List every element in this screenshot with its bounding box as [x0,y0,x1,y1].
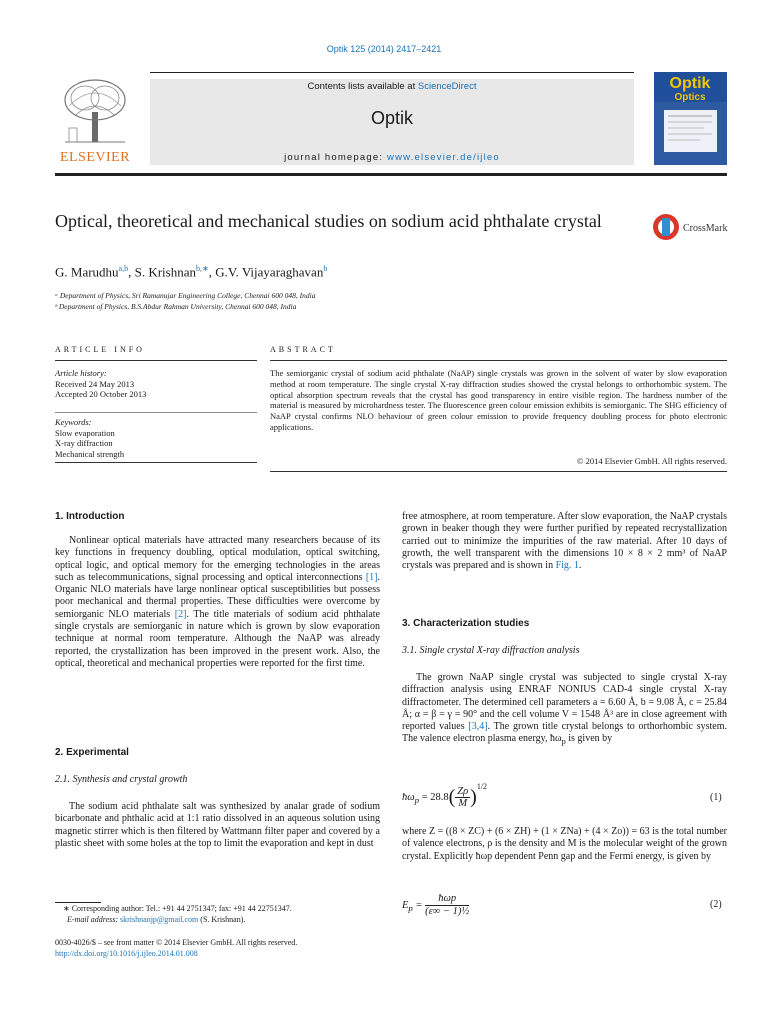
subsection-heading-synthesis: 2.1. Synthesis and crystal growth [55,774,188,785]
section-heading-introduction: 1. Introduction [55,511,125,522]
xrd-text: . The grown title crystal belongs to orthorhombic system. The valence electron plasma energy, ħω [402,721,727,745]
abstract-text: The semiorganic crystal of sodium acid phthalate (NaAP) single crystals was grown in the solvent of water by slow evaporation method at room temperature. The single crystal X-ray diffraction studies showed the crystal belongs to orthorhombic system. The optical absorption spectrum reveals that the crystal has good transparency in entire visible region. The hardness number of the material is measured by microhardness tester. The fluorescence green colour emission exhibits is semiorganic. The SHG efficiency of NaAP crystal confirms NLO behaviour of green colour emission to provide frequency doubling process for photo electronic applications. [270,368,727,432]
xrd-subscript: p [561,737,566,747]
footnote-rule [55,902,101,903]
section-heading-characterization: 3. Characterization studies [402,618,530,629]
keyword: Slow evaporation [55,427,115,438]
article-info-bottom-rule [55,462,257,463]
xrd-text: is given by [565,733,613,745]
eq1-numerator: Zρ [457,786,469,797]
reference-link[interactable]: [2] [174,608,187,620]
author-affiliation-marker[interactable]: b,∗ [196,264,209,273]
eq1-exponent: 1/2 [476,782,488,792]
copyright-line: © 2014 Elsevier GmbH. All rights reserved. [577,456,727,466]
accepted-date: Accepted 20 October 2013 [55,389,147,399]
eq2-lhs: E [402,899,409,911]
equation-2: $E_p$ = ħωp (ε∞ − 1)½ [402,893,470,917]
affiliation-b: ᵇ Department of Physics, B.S.Abdur Rahman University, Chennai 600 048, India [55,302,297,311]
eq2-denominator: (ε∞ − 1)½ [425,906,470,917]
email-link[interactable]: skrishnanjp@gmail.com [120,914,199,924]
contents-line [150,81,634,92]
where-paragraph: where Z = ((8 × ZC) + (6 × ZH) + (1 × ZNa) + (4 × Zo)) = 63 is the total number of valence electrons, ρ is the density and M is the molecular weight of the grown crystal. Explicitly ħωp dependent Penn gap and the Fermi energy, is given by [402,826,727,862]
introduction-paragraph [55,535,380,670]
eq1-coefficient: = 28.8 [419,791,449,803]
abstract-bottom-rule [270,471,727,472]
journal-cover-image [654,72,727,165]
received-date: Received 24 May 2013 [55,378,135,389]
issn-doi-block [55,938,455,959]
eq2-subscript: p [408,903,413,913]
equation-1: $ħ\omega_p = 28.8$( $\frac{Z\rho}{M}$ )$^{1/2}$ [402,782,488,809]
figure-link[interactable]: Fig. 1 [555,560,579,572]
journal-citation-link[interactable]: Optik 125 (2014) 2417–2421 [326,44,442,54]
article-info-divider [55,412,257,413]
cover-title-optik: Optik [669,75,711,92]
journal-name: Optik [370,108,413,128]
elsevier-wordmark: ELSEVIER [59,150,131,165]
eq1-lhs: ħω [402,791,415,803]
sciencedirect-link[interactable]: ScienceDirect [417,81,477,92]
author-name[interactable]: G.V. Vijayaraghavan [215,264,324,280]
intro-text: Nonlinear optical materials have attracted many researchers because of its key functions in frequency doubling, optical modulation, optical switching, optical logic, and optical memory for the emerging technologies in the areas such as telecommunications, signal processing and optical interconnections [55,535,380,583]
cover-title-optics: Optics [674,92,706,103]
reference-link[interactable]: [1] [365,571,378,583]
doi-link[interactable]: http://dx.doi.org/10.1016/j.ijleo.2014.01.008 [55,948,198,958]
author-name[interactable]: S. Krishnan [134,264,196,280]
subsection-heading-xrd: 3.1. Single crystal X-ray diffraction analysis [402,645,580,656]
journal-homepage-line [150,152,634,163]
abstract-rule [270,360,727,361]
equation-2-number: (2) [710,899,722,910]
article-title: Optical, theoretical and mechanical studies on sodium acid phthalate crystal [55,211,602,231]
keywords-block [55,417,255,459]
history-label: Article history: [55,368,107,378]
issn-line: 0030-4026/$ – see front matter © 2014 Elsevier GmbH. All rights reserved. [55,938,298,947]
growth-paragraph-continued [402,511,727,572]
intro-text: . Organic NLO materials have large nonlinear optical susceptibilities but possess poor mechanical and thermal properties. These difficulties were overcome by semiorganic NLO materials [55,571,380,620]
article-info-heading: ARTICLE INFO [55,345,145,354]
experimental-paragraph: The sodium acid phthalate salt was synthesized by analar grade of sodium bicarbonate and phthalic acid at 1:1 ratio dissolved in an aqueous solution using magnetic stirrer which is then filtered by Wattmann filter paper and covered by a plastic sheet with some holes at the top to limit the evaporation and kept in dust [55,801,380,849]
eq1-subscript: p [414,795,420,805]
crossmark-label: CrossMark [683,223,728,234]
corresponding-author-footnote [55,904,380,925]
corresponding-author-note: ∗ Corresponding author: Tel.: +91 44 2751347; fax: +91 44 22751347. [63,904,292,913]
homepage-prefix: journal homepage: [284,152,388,163]
author-list: G. Marudhu$^{a,b}$, S. Krishnan$^{b,∗}$, G.V. Vijayaraghavan$^b$ [55,264,328,280]
article-history [55,368,255,400]
xrd-text: The grown NaAP single crystal was subjected to single crystal X-ray diffraction analysis using ENRAF NONIUS CAD-4 single crystal X-ray diffractometer. The determined cell parameters a = 6.60 Å, b = 9.08 Å, c = 25.84 Å; α = β = γ = 90° and the cell volume V = 1548 Å³ are in close agreement with reported values [402,672,727,733]
email-label: E-mail address: [67,914,121,924]
growth-text: . [578,560,582,572]
equation-1-number: (1) [710,792,722,803]
keyword: Mechanical strength [55,448,125,459]
keyword: X-ray diffraction [55,438,113,448]
abstract-heading: ABSTRACT [270,345,336,354]
author-affiliation-marker[interactable]: a,b [118,264,129,273]
article-info-rule [55,360,257,361]
intro-text: . The title materials of sodium acid phthalate single crystals are semiorganic in nature which is grown by slow evaporation technique at normal room temperature. Although the NaAP was already reported, the crystallization has been improved in the present work. Also, the optical, theoretical and mechanical properties were reported for the first time. [55,608,380,669]
growth-text: free atmosphere, at room temperature. After slow evaporation, the NaAP crystals grown in beaker though they were further purified by repeated recrystallization carried out to minimize the impurities of the raw material. After 10 days of growth, the well transparent with the dimensions 10 × 8 × 2 mm³ of NaAP crystals was prepared and is shown in [402,511,727,572]
author-affiliation-marker[interactable]: b [323,264,328,273]
eq2-numerator: ħωp [425,893,469,906]
reference-link[interactable]: [3,4] [468,721,488,733]
header-bottom-rule [55,173,727,176]
email-suffix: (S. Krishnan). [198,914,246,924]
author-name[interactable]: G. Marudhu [55,264,119,280]
homepage-link[interactable]: www.elsevier.de/ijleo [387,152,500,163]
crossmark-badge[interactable] [652,210,732,250]
eq1-denominator: M [458,798,468,809]
header-rule [150,72,634,73]
keywords-label: Keywords: [55,417,92,427]
section-heading-experimental: 2. Experimental [55,747,129,758]
contents-prefix: Contents lists available at [307,81,418,92]
xrd-paragraph [402,672,727,749]
affiliation-a: ᵃ Department of Physics, Sri Ramanujar Engineering College, Chennai 600 048, India [55,291,316,300]
